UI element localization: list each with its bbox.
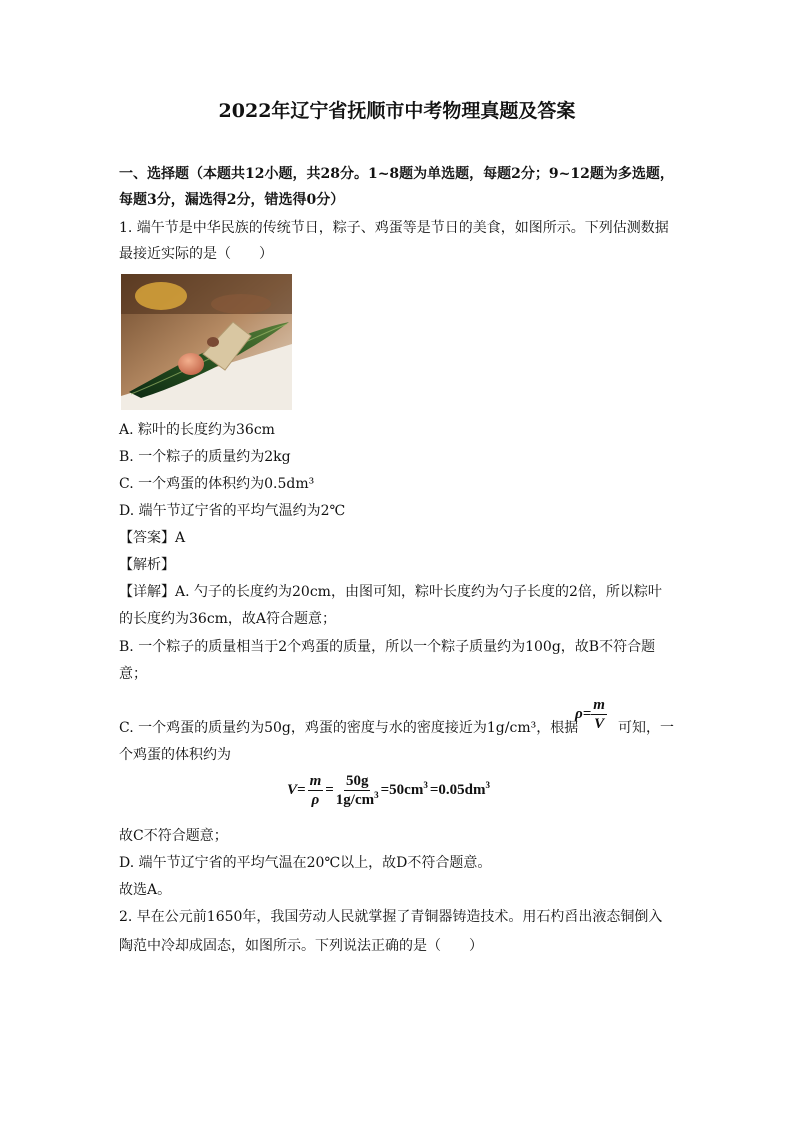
detail-b-continued: 意；	[119, 666, 147, 682]
density-fraction	[591, 696, 607, 733]
volume-fraction-2-den-text: 1g/cm	[335, 792, 375, 808]
option-b: B. 一个粽子的质量约为2kg	[119, 449, 291, 465]
detail-c-suffix: 可知，一	[618, 720, 674, 736]
volume-equation	[287, 772, 490, 809]
zongzi-egg-illustration	[121, 274, 292, 410]
density-formula	[575, 696, 607, 733]
section-heading-continued: 每题3分，漏选得2分，错选得0分）	[119, 192, 345, 208]
option-a: A. 粽叶的长度约为36cm	[119, 422, 275, 438]
volume-fraction-2-den-sup: 3	[374, 790, 379, 800]
volume-fraction-1	[308, 772, 324, 809]
section-heading: 一、选择题（本题共12小题，共28分。1~8题为单选题，每题2分；9~12题为多选题，	[119, 166, 674, 182]
density-numerator: m	[593, 697, 605, 713]
volume-eq-result-1-sup: 3	[423, 780, 428, 790]
detail-d: D. 端午节辽宁省的平均气温在20℃以上，故D不符合题意。	[119, 855, 492, 871]
detail-b: B. 一个粽子的质量相当于2个鸡蛋的质量，所以一个粽子质量约为100g，故B不符合题	[119, 639, 656, 655]
density-formula-lhs: ρ=	[575, 706, 592, 722]
question-2-stem: 2. 早在公元前1650年，我国劳动人民就掌握了青铜器铸造技术。用石杓舀出液态铜倒入	[119, 909, 663, 925]
detail-a: 【详解】A. 勺子的长度约为20cm，由图可知，粽叶长度约为勺子长度的2倍，所以粽叶	[119, 584, 662, 600]
question-2-stem-continued: 陶范中冷却成固态，如图所示。下列说法正确的是（ ）	[119, 938, 483, 954]
conclusion: 故选A。	[119, 882, 172, 898]
volume-eq-result-2-sup: 3	[485, 780, 490, 790]
detail-c-conclusion: 故C不符合题意；	[119, 828, 228, 844]
detail-a-continued: 的长度约为36cm，故A符合题意；	[119, 611, 337, 627]
volume-fraction-2-den	[336, 791, 379, 809]
volume-eq-result-2-text: =0.05dm	[429, 782, 486, 798]
volume-eq-result-2	[430, 782, 490, 799]
volume-fraction-2	[336, 772, 379, 809]
volume-eq-result-1	[381, 782, 428, 799]
analysis-heading: 【解析】	[119, 557, 175, 573]
volume-fraction-2-num: 50g	[345, 773, 369, 789]
volume-eq-lhs: V=	[287, 782, 306, 798]
zongzi-egg-photo	[121, 274, 292, 410]
question-1-stem: 1. 端午节是中华民族的传统节日，粽子、鸡蛋等是节日的美食，如图所示。下列估测数据	[119, 220, 669, 236]
volume-fraction-1-den: ρ	[311, 792, 320, 808]
density-denominator: V	[594, 716, 605, 732]
volume-eq-result-1-text: =50cm	[380, 782, 424, 798]
answer: 【答案】A	[119, 530, 186, 546]
detail-c-continued: 个鸡蛋的体积约为	[119, 747, 231, 763]
volume-eq-equals: =	[325, 782, 334, 798]
question-1-stem-continued: 最接近实际的是（ ）	[119, 246, 273, 262]
document-title: 2022年辽宁省抚顺市中考物理真题及答案	[218, 100, 576, 122]
detail-c: C. 一个鸡蛋的质量约为50g，鸡蛋的密度与水的密度接近为1g/cm³，根据	[119, 720, 579, 736]
option-c: C. 一个鸡蛋的体积约为0.5dm³	[119, 476, 315, 492]
option-d: D. 端午节辽宁省的平均气温约为2℃	[119, 503, 346, 519]
volume-fraction-1-num: m	[309, 773, 322, 789]
